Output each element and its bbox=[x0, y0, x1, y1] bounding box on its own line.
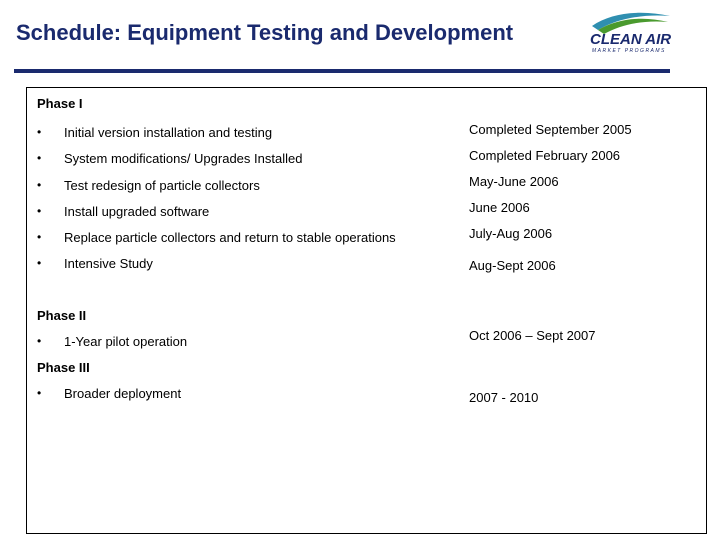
phase-3-title: Phase III bbox=[37, 360, 90, 375]
phase-3-item-1: Broader deployment bbox=[64, 386, 182, 401]
phase-3-date-1: 2007 - 2010 bbox=[469, 390, 539, 405]
phase-1-item-3: Test redesign of particle collectors bbox=[64, 178, 260, 193]
phase-1-date-1: Completed September 2005 bbox=[469, 122, 632, 137]
logo-tagline: MARKET PROGRAMS bbox=[592, 48, 666, 54]
clean-air-logo bbox=[584, 10, 674, 54]
phase-1-title: Phase I bbox=[37, 96, 83, 111]
phase-1-date-6: Aug-Sept 2006 bbox=[469, 258, 556, 273]
phase-1-item-4: Install upgraded software bbox=[64, 204, 210, 219]
phase-1-date-5: July-Aug 2006 bbox=[469, 226, 553, 241]
phase-1-item-1: Initial version installation and testing bbox=[64, 125, 273, 140]
phase-2-date-1: Oct 2006 – Sept 2007 bbox=[469, 328, 596, 343]
phase-2-title: Phase II bbox=[37, 308, 87, 323]
phase-1-item-5: Replace particle collectors and return to stable operations bbox=[64, 230, 396, 245]
page-title: Schedule: Equipment Testing and Development bbox=[16, 20, 514, 45]
bullet-icon: • bbox=[37, 386, 42, 400]
phase-2-item-1: 1-Year pilot operation bbox=[64, 334, 188, 349]
logo-wordmark: CLEAN AIR bbox=[590, 31, 672, 48]
phase-1-date-4: June 2006 bbox=[469, 200, 530, 215]
phase-1-item-6: Intensive Study bbox=[64, 256, 153, 271]
bullet-icon: • bbox=[37, 256, 42, 270]
bullet-icon: • bbox=[37, 204, 42, 218]
phase-1-date-3: May-June 2006 bbox=[469, 174, 559, 189]
bullet-icon: • bbox=[37, 334, 42, 348]
schedule-box bbox=[26, 87, 707, 534]
title-divider bbox=[14, 69, 670, 73]
bullet-icon: • bbox=[37, 151, 42, 165]
bullet-icon: • bbox=[37, 178, 42, 192]
bullet-icon: • bbox=[37, 230, 42, 244]
phase-1-item-2: System modifications/ Upgrades Installed bbox=[64, 151, 303, 166]
phase-1-date-2: Completed February 2006 bbox=[469, 148, 621, 163]
bullet-icon: • bbox=[37, 125, 42, 139]
